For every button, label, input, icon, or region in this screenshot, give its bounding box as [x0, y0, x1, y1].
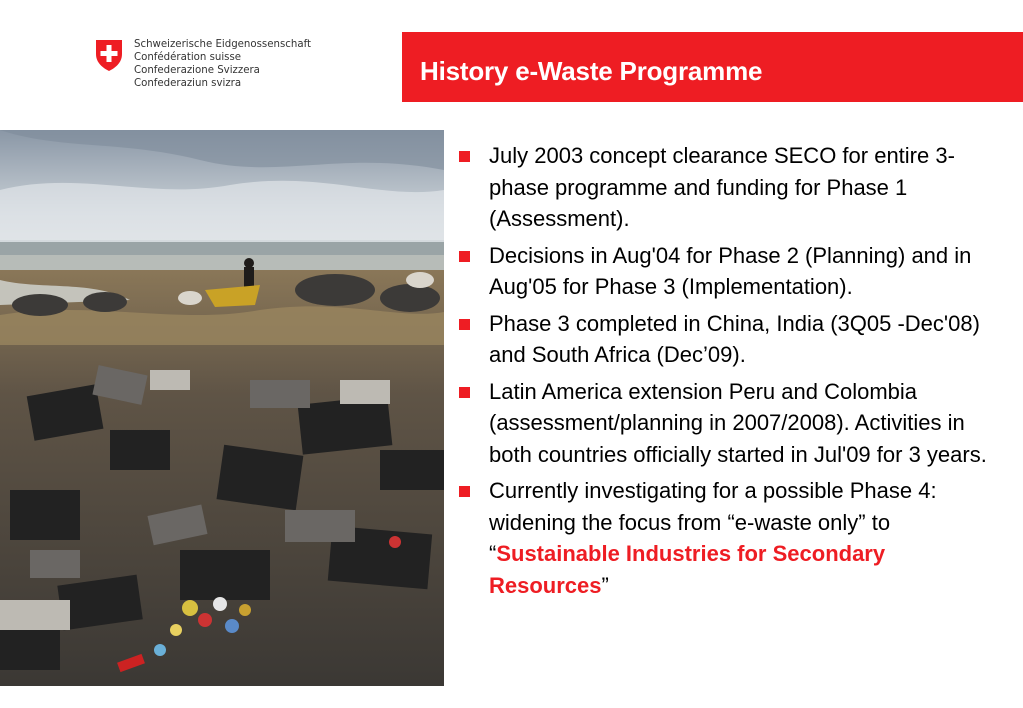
bullet-text-post: ” — [601, 572, 609, 598]
square-bullet-icon — [459, 387, 470, 398]
logo-text — [134, 38, 311, 90]
bullet-text-pre: Currently investigating for a possible Phase 4: widening the focus from “e-waste only” to “ — [489, 478, 937, 566]
bullet-list — [456, 140, 991, 606]
square-bullet-icon — [459, 486, 470, 497]
bullet-item — [456, 475, 991, 601]
square-bullet-icon — [459, 151, 470, 162]
logo-line: Confederaziun svizra — [134, 78, 242, 89]
logo-line: Schweizerische Eidgenossenschaft — [134, 39, 311, 50]
swiss-shield-icon — [94, 38, 124, 72]
bullet-item — [456, 240, 991, 303]
title-bar — [402, 32, 1023, 102]
bullet-item — [456, 140, 991, 235]
bullet-text: Phase 3 completed in China, India (3Q05 -Dec'08) and South Africa (Dec’09). — [489, 310, 980, 367]
waste-dump-photo — [0, 130, 444, 686]
slide-title: History e-Waste Programme — [420, 56, 763, 86]
bullet-item — [456, 376, 991, 471]
square-bullet-icon — [459, 319, 470, 330]
logo-line: Confédération suisse — [134, 52, 242, 63]
bullet-text: July 2003 concept clearance SECO for entire 3-phase programme and funding for Phase 1 (Assessment). — [489, 143, 955, 231]
logo-line: Confederazione Svizzera — [134, 65, 260, 76]
photo-illustration-icon — [0, 130, 444, 686]
highlight-text: Sustainable Industries for Secondary Resources — [489, 541, 886, 598]
square-bullet-icon — [459, 251, 470, 262]
swiss-confederation-logo — [94, 38, 311, 90]
bullet-text: Decisions in Aug'04 for Phase 2 (Planning) and in Aug'05 for Phase 3 (Implementation). — [489, 242, 972, 299]
bullet-item — [456, 308, 991, 371]
bullet-text: Latin America extension Peru and Colombia (assessment/planning in 2007/2008). Activities in both countries officially started in Jul'09 for 3 years. — [489, 378, 987, 467]
